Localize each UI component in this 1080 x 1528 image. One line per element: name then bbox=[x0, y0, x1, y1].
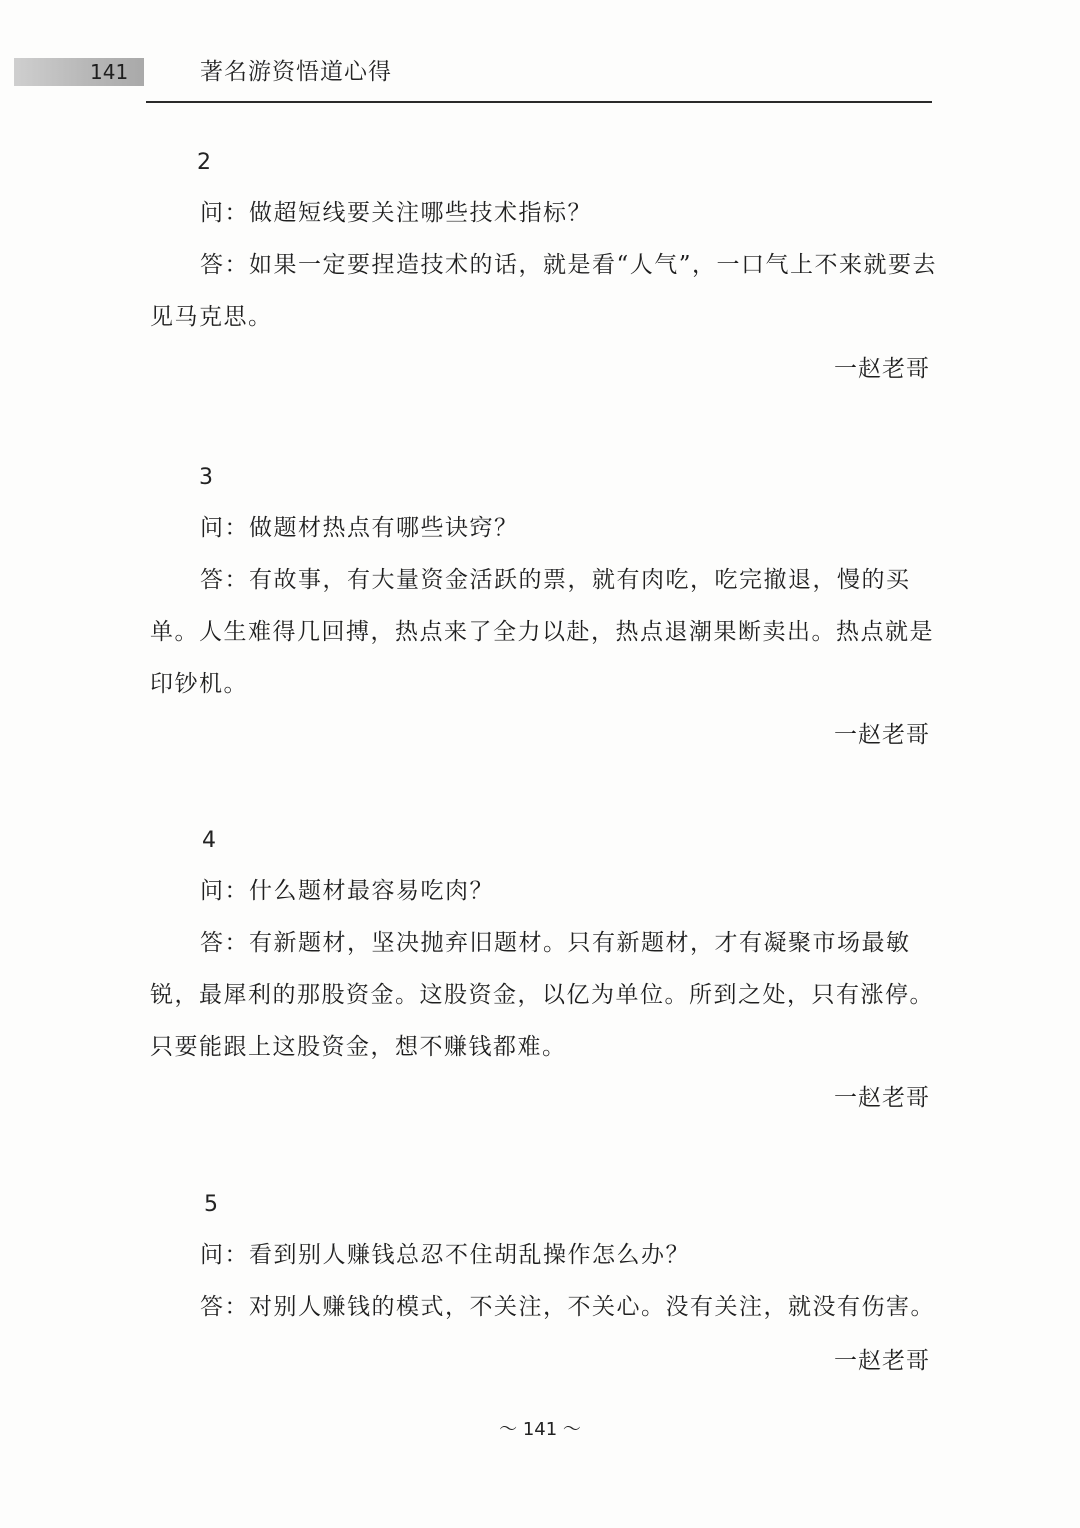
entry-number: 4 bbox=[202, 828, 216, 853]
header-divider bbox=[146, 101, 932, 103]
entry-number: 3 bbox=[199, 465, 213, 490]
author-signature: 一赵老哥 bbox=[834, 722, 930, 748]
answer-text: 答：如果一定要捏造技术的话，就是看“人气”，一口气上不来就要去见马克思。 bbox=[150, 252, 938, 330]
entry-number: 5 bbox=[204, 1192, 218, 1217]
footer-page-number: ～ 141 ～ bbox=[499, 1419, 581, 1440]
book-title: 著名游资悟道心得 bbox=[200, 59, 392, 85]
header-page-number: 141 bbox=[90, 60, 129, 84]
question-text: 问：做题材热点有哪些诀窍？ bbox=[200, 515, 519, 541]
answer-text: 答：有故事，有大量资金活跃的票，就有肉吃，吃完撤退，慢的买单。人生难得几回搏，热点来了全力以赴，热点退潮果断卖出。热点就是印钞机。 bbox=[150, 567, 934, 697]
question-text: 问：什么题材最容易吃肉？ bbox=[200, 878, 494, 904]
answer-text: 答：对别人赚钱的模式，不关注，不关心。没有关注，就没有伤害。 bbox=[200, 1294, 935, 1320]
answer-text: 答：有新题材，坚决抛弃旧题材。只有新题材，才有凝聚市场最敏锐，最犀利的那股资金。这股资金，以亿为单位。所到之处，只有涨停。只要能跟上这股资金，想不赚钱都难。 bbox=[150, 930, 934, 1060]
question-text: 问：看到别人赚钱总忍不住胡乱操作怎么办？ bbox=[200, 1242, 690, 1268]
author-signature: 一赵老哥 bbox=[834, 1085, 930, 1111]
author-signature: 一赵老哥 bbox=[834, 356, 930, 382]
entry-number: 2 bbox=[197, 150, 211, 175]
author-signature: 一赵老哥 bbox=[834, 1348, 930, 1374]
question-text: 问：做超短线要关注哪些技术指标？ bbox=[200, 200, 592, 226]
